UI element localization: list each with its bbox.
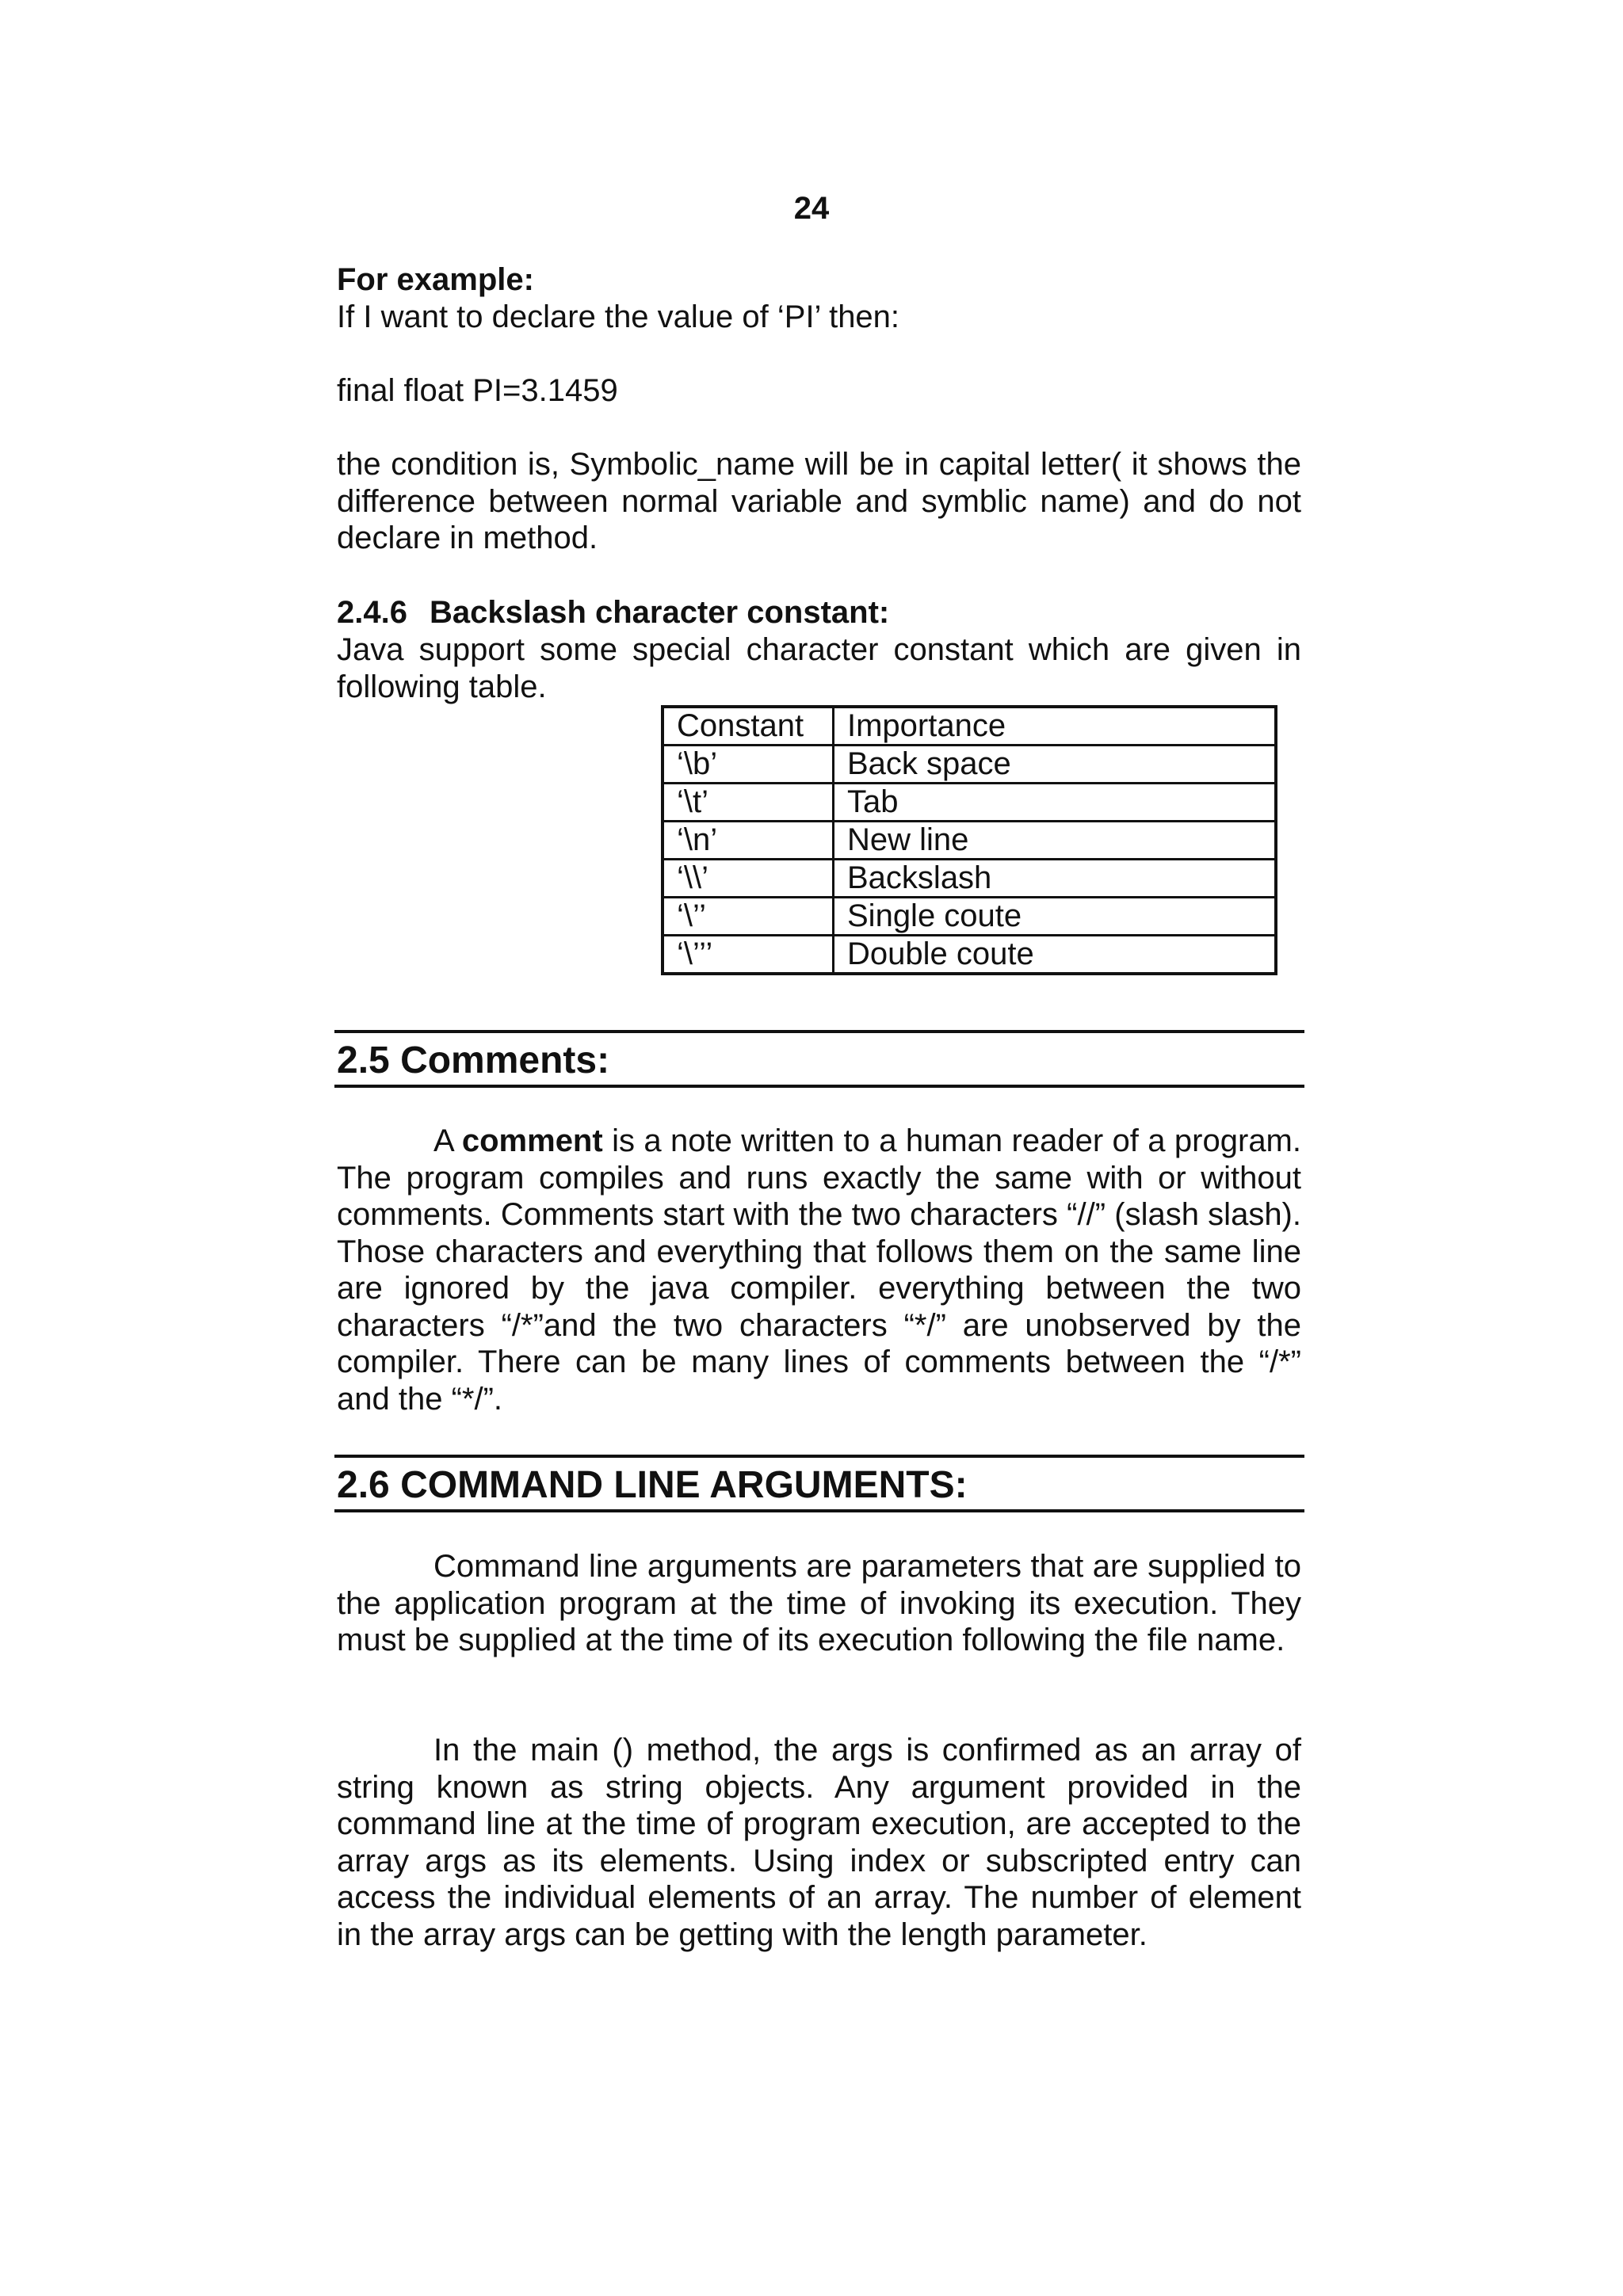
example-code: final float PI=3.1459: [337, 373, 618, 408]
table-cell: Single coute: [834, 898, 1277, 936]
comments-heading: 2.5 Comments:: [337, 1039, 610, 1081]
comment-term: comment: [461, 1123, 603, 1158]
table-cell: Double coute: [834, 936, 1277, 974]
example-heading: For example:: [337, 262, 534, 297]
cmdline-paragraph-1: Command line arguments are parameters that are supplied to the application program at the time of invoking its execution. They must be supplied at the time of its execution following the file name.: [337, 1549, 1301, 1657]
example-intro: If I want to declare the value of ‘PI’ then:: [337, 299, 900, 334]
table-cell: Tab: [834, 784, 1277, 822]
backslash-constants-table: [661, 705, 1277, 975]
cmdline-paragraph-2: In the main () method, the args is confirmed as an array of string known as string objects. Any argument provided in the command line at the time of program execution, are accepted to the array args as its elements. Using index or subscripted entry can access the individual elements of an array. The number of element in the array args can be getting with the length parameter.: [337, 1733, 1301, 1952]
table-cell: ‘\n’: [663, 822, 834, 860]
table-row: [663, 898, 1276, 936]
table-header-cell: Constant: [663, 707, 834, 746]
table-header-cell: Importance: [834, 707, 1277, 746]
table-row: [663, 784, 1276, 822]
section-number: 2.4.6: [337, 595, 407, 630]
table-cell: New line: [834, 822, 1277, 860]
table-cell: ‘\\’: [663, 860, 834, 898]
table-cell: ‘\t’: [663, 784, 834, 822]
table-cell: Backslash: [834, 860, 1277, 898]
table-header-row: [663, 707, 1276, 746]
comments-para-prefix: A: [433, 1123, 462, 1158]
section-rule-bottom: [334, 1509, 1304, 1512]
table-cell: ‘\’’: [663, 898, 834, 936]
table-cell: ‘\b’: [663, 746, 834, 784]
comments-paragraph: [337, 1123, 1301, 1417]
table-row: [663, 746, 1276, 784]
condition-paragraph: the condition is, Symbolic_name will be in capital letter( it shows the difference between normal variable and symblic name) and do not declare in method.: [337, 447, 1301, 555]
backslash-intro: Java support some special character constant which are given in following table.: [337, 632, 1301, 704]
table-row: [663, 936, 1276, 974]
table-row: [663, 822, 1276, 860]
table-cell: Back space: [834, 746, 1277, 784]
section-rule-top: [334, 1030, 1304, 1033]
table-cell: ‘\’’’: [663, 936, 834, 974]
backslash-section-heading: [337, 594, 889, 631]
comments-para-rest: is a note written to a human reader of a program. The program compiles and runs exactly the same with or without comments. Comments start with the two characters “//” (slash slash). Those characters and everything that follows them on the same line are ignored by the java compiler. everything between the two characters “/*”and the two characters “*/” are unobserved by the compiler. There can be many lines of comments between the “/*” and the “*/”.: [337, 1123, 1301, 1417]
table-row: [663, 860, 1276, 898]
page-number: 24: [793, 191, 830, 226]
cmdline-heading: 2.6 COMMAND LINE ARGUMENTS:: [337, 1464, 968, 1506]
section-rule-bottom: [334, 1085, 1304, 1088]
section-rule-top: [334, 1455, 1304, 1458]
section-title: Backslash character constant:: [429, 595, 890, 630]
